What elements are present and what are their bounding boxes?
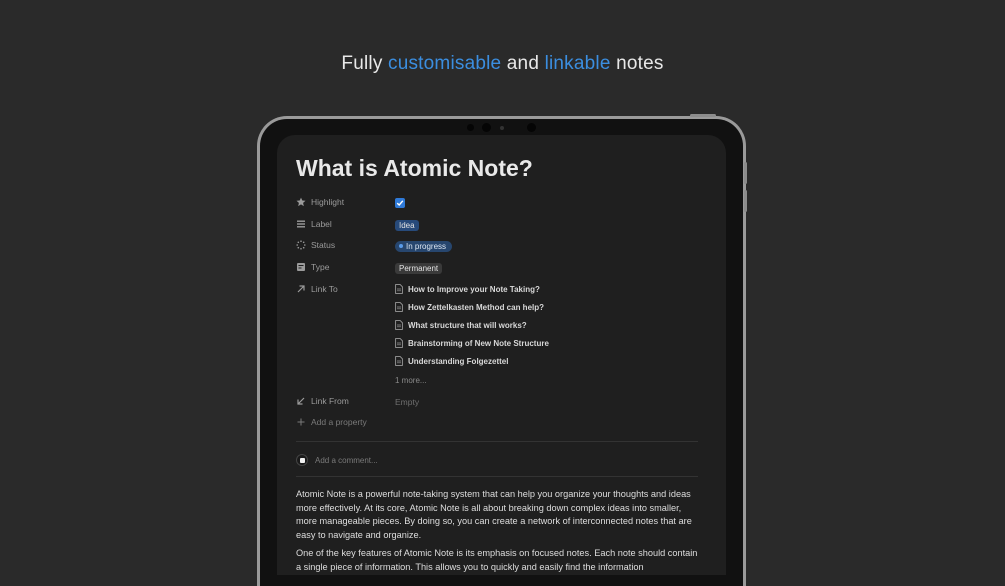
linked-page-1[interactable] bbox=[395, 284, 540, 294]
property-value-highlight bbox=[395, 197, 405, 209]
property-value-status[interactable] bbox=[395, 240, 452, 252]
property-label: Link From bbox=[311, 396, 349, 406]
linked-page-3[interactable] bbox=[395, 320, 527, 330]
divider bbox=[296, 441, 698, 442]
arrow-down-left-icon bbox=[296, 396, 306, 406]
add-property-label: Add a property bbox=[311, 417, 367, 427]
property-type bbox=[296, 262, 696, 278]
camera-sensor-icon bbox=[467, 124, 474, 131]
highlight-checkbox[interactable] bbox=[395, 198, 405, 208]
page-icon bbox=[395, 338, 403, 348]
list-icon bbox=[296, 219, 306, 229]
headline-accent-customisable: customisable bbox=[388, 53, 502, 74]
check-icon bbox=[396, 199, 404, 207]
camera-flash-icon bbox=[527, 123, 536, 132]
page-title[interactable]: What is Atomic Note? bbox=[296, 155, 533, 181]
property-label: Status bbox=[311, 240, 336, 250]
page-icon bbox=[395, 302, 403, 312]
avatar bbox=[296, 454, 308, 466]
comment-box[interactable] bbox=[296, 454, 378, 466]
property-name-type[interactable] bbox=[296, 262, 329, 272]
property-value-type[interactable] bbox=[395, 262, 442, 274]
arrow-up-right-icon bbox=[296, 284, 306, 294]
headline-text-2: and bbox=[501, 53, 545, 74]
linked-page-title: Understanding Folgezettel bbox=[408, 356, 509, 366]
status-text: In progress bbox=[406, 241, 447, 251]
property-link-from bbox=[296, 396, 696, 412]
status-dot-icon bbox=[399, 244, 403, 248]
headline-text-1: Fully bbox=[341, 53, 389, 74]
property-label: Link To bbox=[311, 284, 338, 294]
property-status bbox=[296, 240, 696, 256]
tablet-volume-down-button bbox=[744, 190, 747, 212]
paragraph-2[interactable]: One of the key features of Atomic Note is its emphasis on focused notes. Each note should contain a single piece of information. This allows you to quickly and easily find the information bbox=[296, 548, 698, 572]
loading-icon bbox=[296, 240, 306, 250]
property-value-label[interactable] bbox=[395, 219, 419, 231]
linked-page-5[interactable] bbox=[395, 356, 508, 366]
property-name-link-from[interactable] bbox=[296, 396, 349, 406]
camera-lens-icon bbox=[482, 123, 491, 132]
tablet-volume-up-button bbox=[744, 162, 747, 184]
comment-input[interactable]: Add a comment... bbox=[315, 455, 378, 465]
headline-text-3: notes bbox=[610, 53, 664, 74]
property-label: Type bbox=[311, 262, 330, 272]
property-name-link-to[interactable] bbox=[296, 284, 338, 294]
page-icon bbox=[395, 356, 403, 366]
type-icon bbox=[296, 262, 306, 272]
linked-page-4[interactable] bbox=[395, 338, 549, 348]
camera-light-sensor-icon bbox=[500, 126, 504, 130]
property-value-link-from[interactable]: Empty bbox=[395, 397, 420, 407]
plus-icon bbox=[296, 417, 306, 427]
status-badge[interactable] bbox=[395, 241, 452, 252]
linked-page-2[interactable] bbox=[395, 302, 544, 312]
star-icon bbox=[296, 197, 306, 207]
headline bbox=[0, 53, 1005, 75]
property-highlight bbox=[296, 197, 696, 213]
page-icon bbox=[395, 320, 403, 330]
property-name-label[interactable] bbox=[296, 219, 332, 229]
property-label: Highlight bbox=[311, 197, 345, 207]
add-property-row bbox=[296, 417, 367, 427]
property-label: Label bbox=[311, 219, 332, 229]
property-name-highlight[interactable] bbox=[296, 197, 344, 207]
linked-page-title: How to Improve your Note Taking? bbox=[408, 284, 540, 294]
add-property-button[interactable] bbox=[296, 417, 696, 433]
headline-accent-linkable: linkable bbox=[544, 53, 611, 74]
linked-page-title: Brainstorming of New Note Structure bbox=[408, 338, 549, 348]
page-icon bbox=[395, 284, 403, 294]
property-label-row bbox=[296, 219, 696, 235]
show-more-links[interactable]: 1 more... bbox=[395, 376, 427, 385]
type-tag[interactable]: Permanent bbox=[395, 263, 442, 274]
linked-page-title: What structure that will works? bbox=[408, 320, 527, 330]
paragraph-1[interactable]: Atomic Note is a powerful note-taking system that can help you organize your thoughts and ideas more effectively. At its core, Atomic Note is all about breaking down complex ideas into smaller, more manageable pieces. By doing so, you can create a network of interconnected notes that are easy to navigate and organize. bbox=[296, 489, 692, 540]
tablet-top-button bbox=[690, 114, 716, 117]
property-name-status[interactable] bbox=[296, 240, 335, 250]
divider bbox=[296, 476, 698, 477]
linked-page-title: How Zettelkasten Method can help? bbox=[408, 302, 545, 312]
note-screen bbox=[277, 135, 726, 575]
label-tag[interactable]: Idea bbox=[395, 220, 419, 231]
